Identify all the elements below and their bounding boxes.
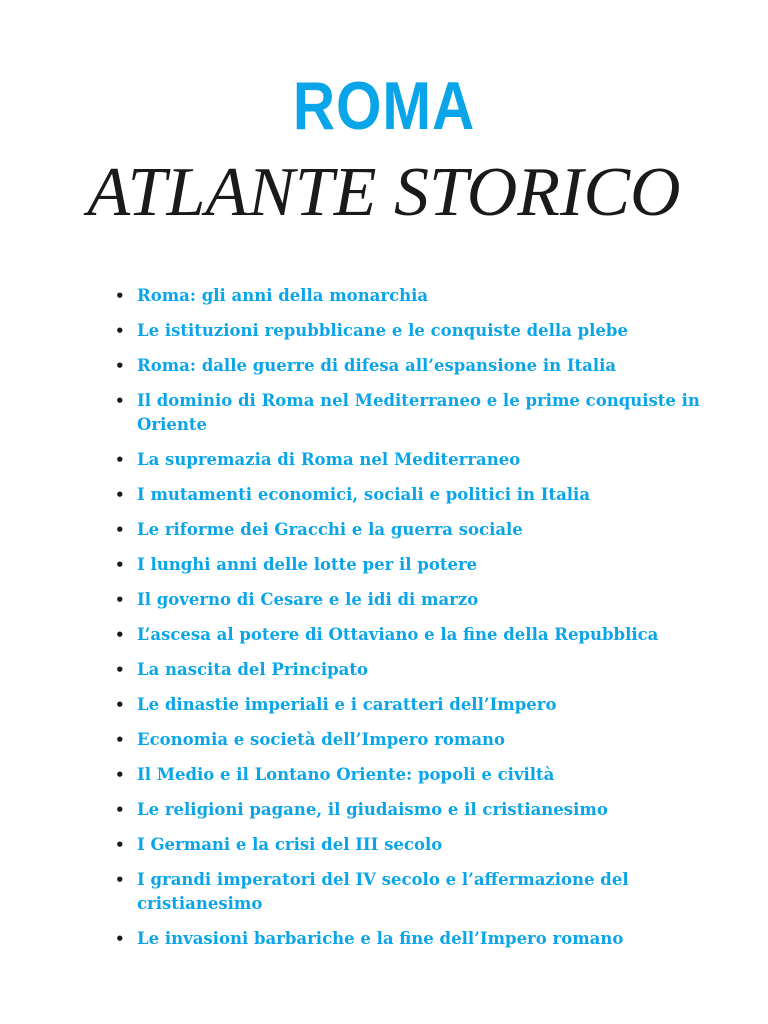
toc-item-text: Le religioni pagane, il giudaismo e il cristianesimo [137, 800, 608, 819]
toc-item-text: Le dinastie imperiali e i caratteri dell’Impero [137, 695, 557, 714]
toc-item-text: Il dominio di Roma nel Mediterraneo e le prime conquiste in Oriente [137, 391, 700, 434]
bullet-icon: • [115, 731, 125, 749]
toc-item-text: Le riforme dei Gracchi e la guerra sociale [137, 520, 523, 539]
bullet-icon: • [115, 801, 125, 819]
toc-item-text: La nascita del Principato [137, 660, 368, 679]
toc-item [114, 319, 734, 343]
toc-item [114, 868, 734, 916]
bullet-icon: • [115, 871, 125, 889]
bullet-icon: • [115, 696, 125, 714]
bullet-icon: • [115, 486, 125, 504]
toc-item-text: Economia e società dell’Impero romano [137, 730, 506, 749]
toc-item [114, 588, 734, 612]
toc-item [114, 833, 734, 857]
toc-item [114, 553, 734, 577]
toc-item-text: Roma: dalle guerre di difesa all’espansione in Italia [137, 356, 617, 375]
toc-item-text: Le istituzioni repubblicane e le conquiste della plebe [137, 321, 628, 340]
bullet-icon: • [115, 392, 125, 410]
toc-item [114, 518, 734, 542]
bullet-icon: • [115, 591, 125, 609]
toc-item-text: Il governo di Cesare e le idi di marzo [137, 590, 479, 609]
bullet-icon: • [115, 661, 125, 679]
toc-item-text: Il Medio e il Lontano Oriente: popoli e civiltà [137, 765, 555, 784]
bullet-icon: • [115, 357, 125, 375]
toc-item-text: I mutamenti economici, sociali e politici in Italia [137, 485, 591, 504]
bullet-icon: • [115, 556, 125, 574]
toc-item [114, 728, 734, 752]
toc-item [114, 483, 734, 507]
toc-item-text: La supremazia di Roma nel Mediterraneo [137, 450, 521, 469]
toc-item-text: Roma: gli anni della monarchia [137, 286, 429, 305]
toc-item [114, 798, 734, 822]
toc-item-text: Le invasioni barbariche e la fine dell’Impero romano [137, 929, 624, 948]
bullet-icon: • [115, 626, 125, 644]
toc-item [114, 763, 734, 787]
toc-item [114, 658, 734, 682]
toc-item [114, 354, 734, 378]
bullet-icon: • [115, 451, 125, 469]
toc-item [114, 284, 734, 308]
bullet-icon: • [115, 930, 125, 948]
page-subtitle: ATLANTE STORICO [87, 154, 681, 231]
toc-item-text: L’ascesa al potere di Ottaviano e la fine della Repubblica [137, 625, 659, 644]
bullet-icon: • [115, 322, 125, 340]
bullet-icon: • [115, 766, 125, 784]
table-of-contents [114, 284, 734, 962]
toc-item [114, 693, 734, 717]
bullet-icon: • [115, 287, 125, 305]
bullet-icon: • [115, 836, 125, 854]
bullet-icon: • [115, 521, 125, 539]
toc-item-text: I Germani e la crisi del III secolo [137, 835, 443, 854]
toc-item [114, 448, 734, 472]
page-title: ROMA [292, 68, 476, 144]
toc-item [114, 623, 734, 647]
toc-item [114, 389, 734, 437]
toc-item-text: I grandi imperatori del IV secolo e l’affermazione del cristianesimo [137, 870, 629, 913]
toc-item-text: I lunghi anni delle lotte per il potere [137, 555, 478, 574]
toc-item [114, 927, 734, 951]
